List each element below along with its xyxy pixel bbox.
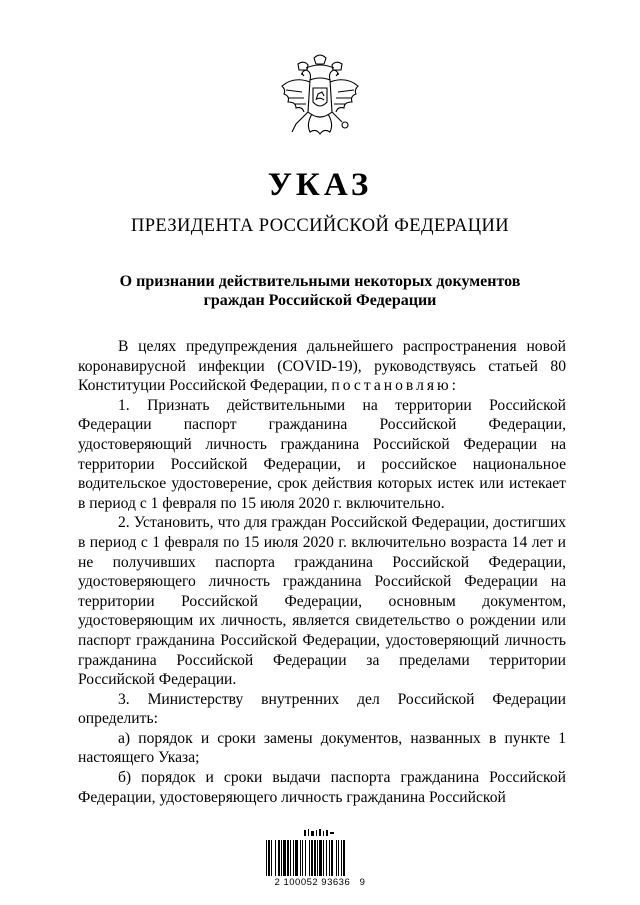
barcode <box>262 828 378 890</box>
paragraph-3: 3. Министерству внутренних дел Российской Федерации определить: <box>78 690 566 728</box>
paragraph-2: 2. Установить, что для граждан Российской Федерации, достигших в период с 1 февраля по 15 июля 2020 г. включительно возраста 14 лет и не получивших паспорта гражданина Российской Федерации, удостоверяющего личность гражданина Российской Федерации на территории Российской Федерации, основным документом, удостоверяющим их личность, является свидетельство о рождении или паспорт гражданина Российской Федерации, удостоверяющий личность гражданина Российской Федерации за пределами территории Российской Федерации. <box>78 514 566 689</box>
russian-coat-of-arms-icon <box>276 52 364 142</box>
decree-body <box>78 337 566 807</box>
paragraph-1: 1. Признать действительными на территории Российской Федерации паспорт гражданина Российской Федерации, удостоверяющий личность гражданина Российской Федерации на территории Российской Федерации, и российское национальное водительское удостоверение, срок действия которых истек или истекает в период с 1 февраля по 15 июля 2020 г. включительно. <box>78 396 566 512</box>
decree-heading-line-2: граждан Российской Федерации <box>203 292 437 309</box>
barcode-icon <box>266 840 374 876</box>
decree-title: УКАЗ <box>267 167 373 203</box>
decree-word: постановляю: <box>331 377 460 395</box>
barcode-number: 2 100052 93636 9 <box>274 877 366 888</box>
paragraph-3a: а) порядок и сроки замены документов, названных в пункте 1 настоящего Указа; <box>78 729 566 767</box>
decree-heading <box>78 272 562 310</box>
intro-text: В целях предупреждения дальнейшего распространения новой коронавирусной инфекции (COVID-19), руководствуясь статьей 80 Конституции Российской Федерации, <box>78 338 566 395</box>
barcode-header-icon <box>298 828 342 838</box>
intro-paragraph <box>78 337 566 396</box>
paragraph-3b: б) порядок и сроки выдачи паспорта гражданина Российской Федерации, удостоверяющего личность гражданина Российской <box>78 769 566 806</box>
decree-subtitle: ПРЕЗИДЕНТА РОССИЙСКОЙ ФЕДЕРАЦИИ <box>130 216 510 236</box>
decree-heading-line-1: О признании действительными некоторых документов <box>119 273 521 290</box>
